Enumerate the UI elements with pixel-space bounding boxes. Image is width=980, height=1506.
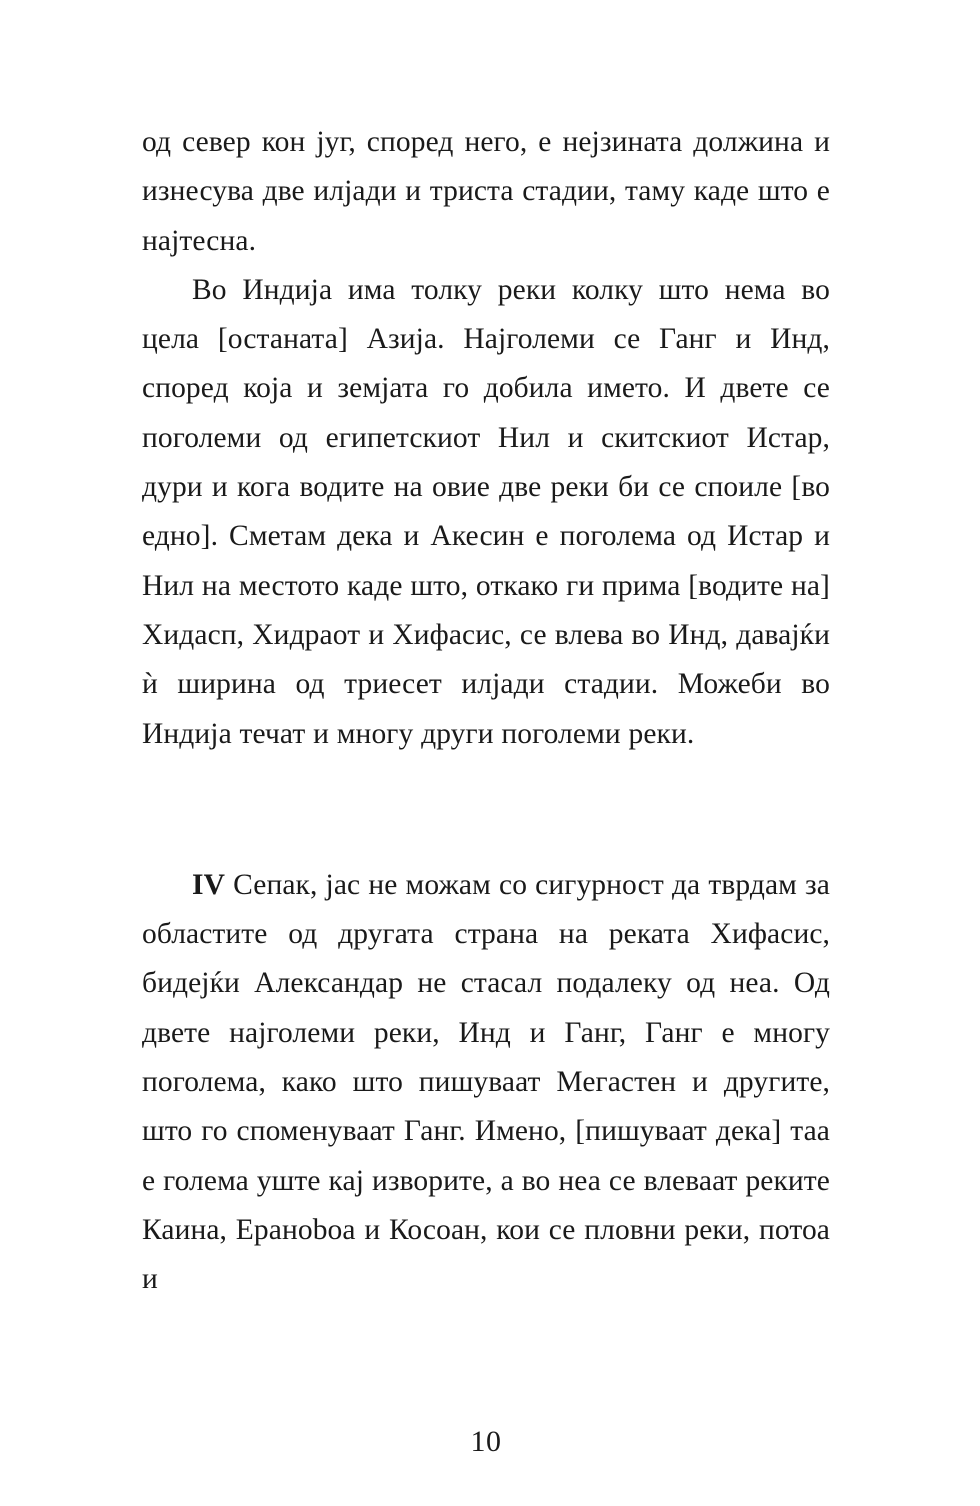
page-number: 10 bbox=[470, 1425, 502, 1458]
section-marker-iv: IV bbox=[192, 868, 225, 901]
paragraph-continued: од север кон југ, според него, е нејзината должина и изнесува две илјади и триста стадии, таму каде што е најтесна. bbox=[142, 126, 830, 257]
section-iv-text: Сепак, јас не можам со сигурност да тврдам за областите од другата страна на реката Хифасис, бидејќи Александар не стасал подалеку од неа. Од двете најголеми реки, Инд и Ганг, Ганг е многу поголема, како што пишуваат Мегастен и другите, што го споменуваат Ганг. Имено, [пишуваат дека] таа е голема уште кај изворите, а во неа се влеваат реките Каина, Ераноboa и Косоан, кои се пловни реки, потоа и bbox=[142, 868, 830, 1296]
text-column bbox=[142, 118, 830, 1305]
paragraph-india-rivers: Во Индија има толку реки колку што нема во цела [останата] Азија. Најголеми се Ганг и Инд, според која и земјата го добила името. И двете се поголеми од египетскиот Нил и скитскиот Истар, дури и кога водите на овие две реки би се споиле [во едно]. Сметам дека и Акесин е поголема од Истар и Нил на местото каде што, откако ги прима [водите на] Хидасп, Хидраот и Хифасис, се влева во Инд, давајќи ѝ ширина од триесет илјади стадии. Можеби во Индија течат и многу други поголеми реки. bbox=[142, 273, 830, 750]
paragraph-section-iv bbox=[142, 861, 830, 1305]
section-spacer bbox=[142, 759, 830, 861]
